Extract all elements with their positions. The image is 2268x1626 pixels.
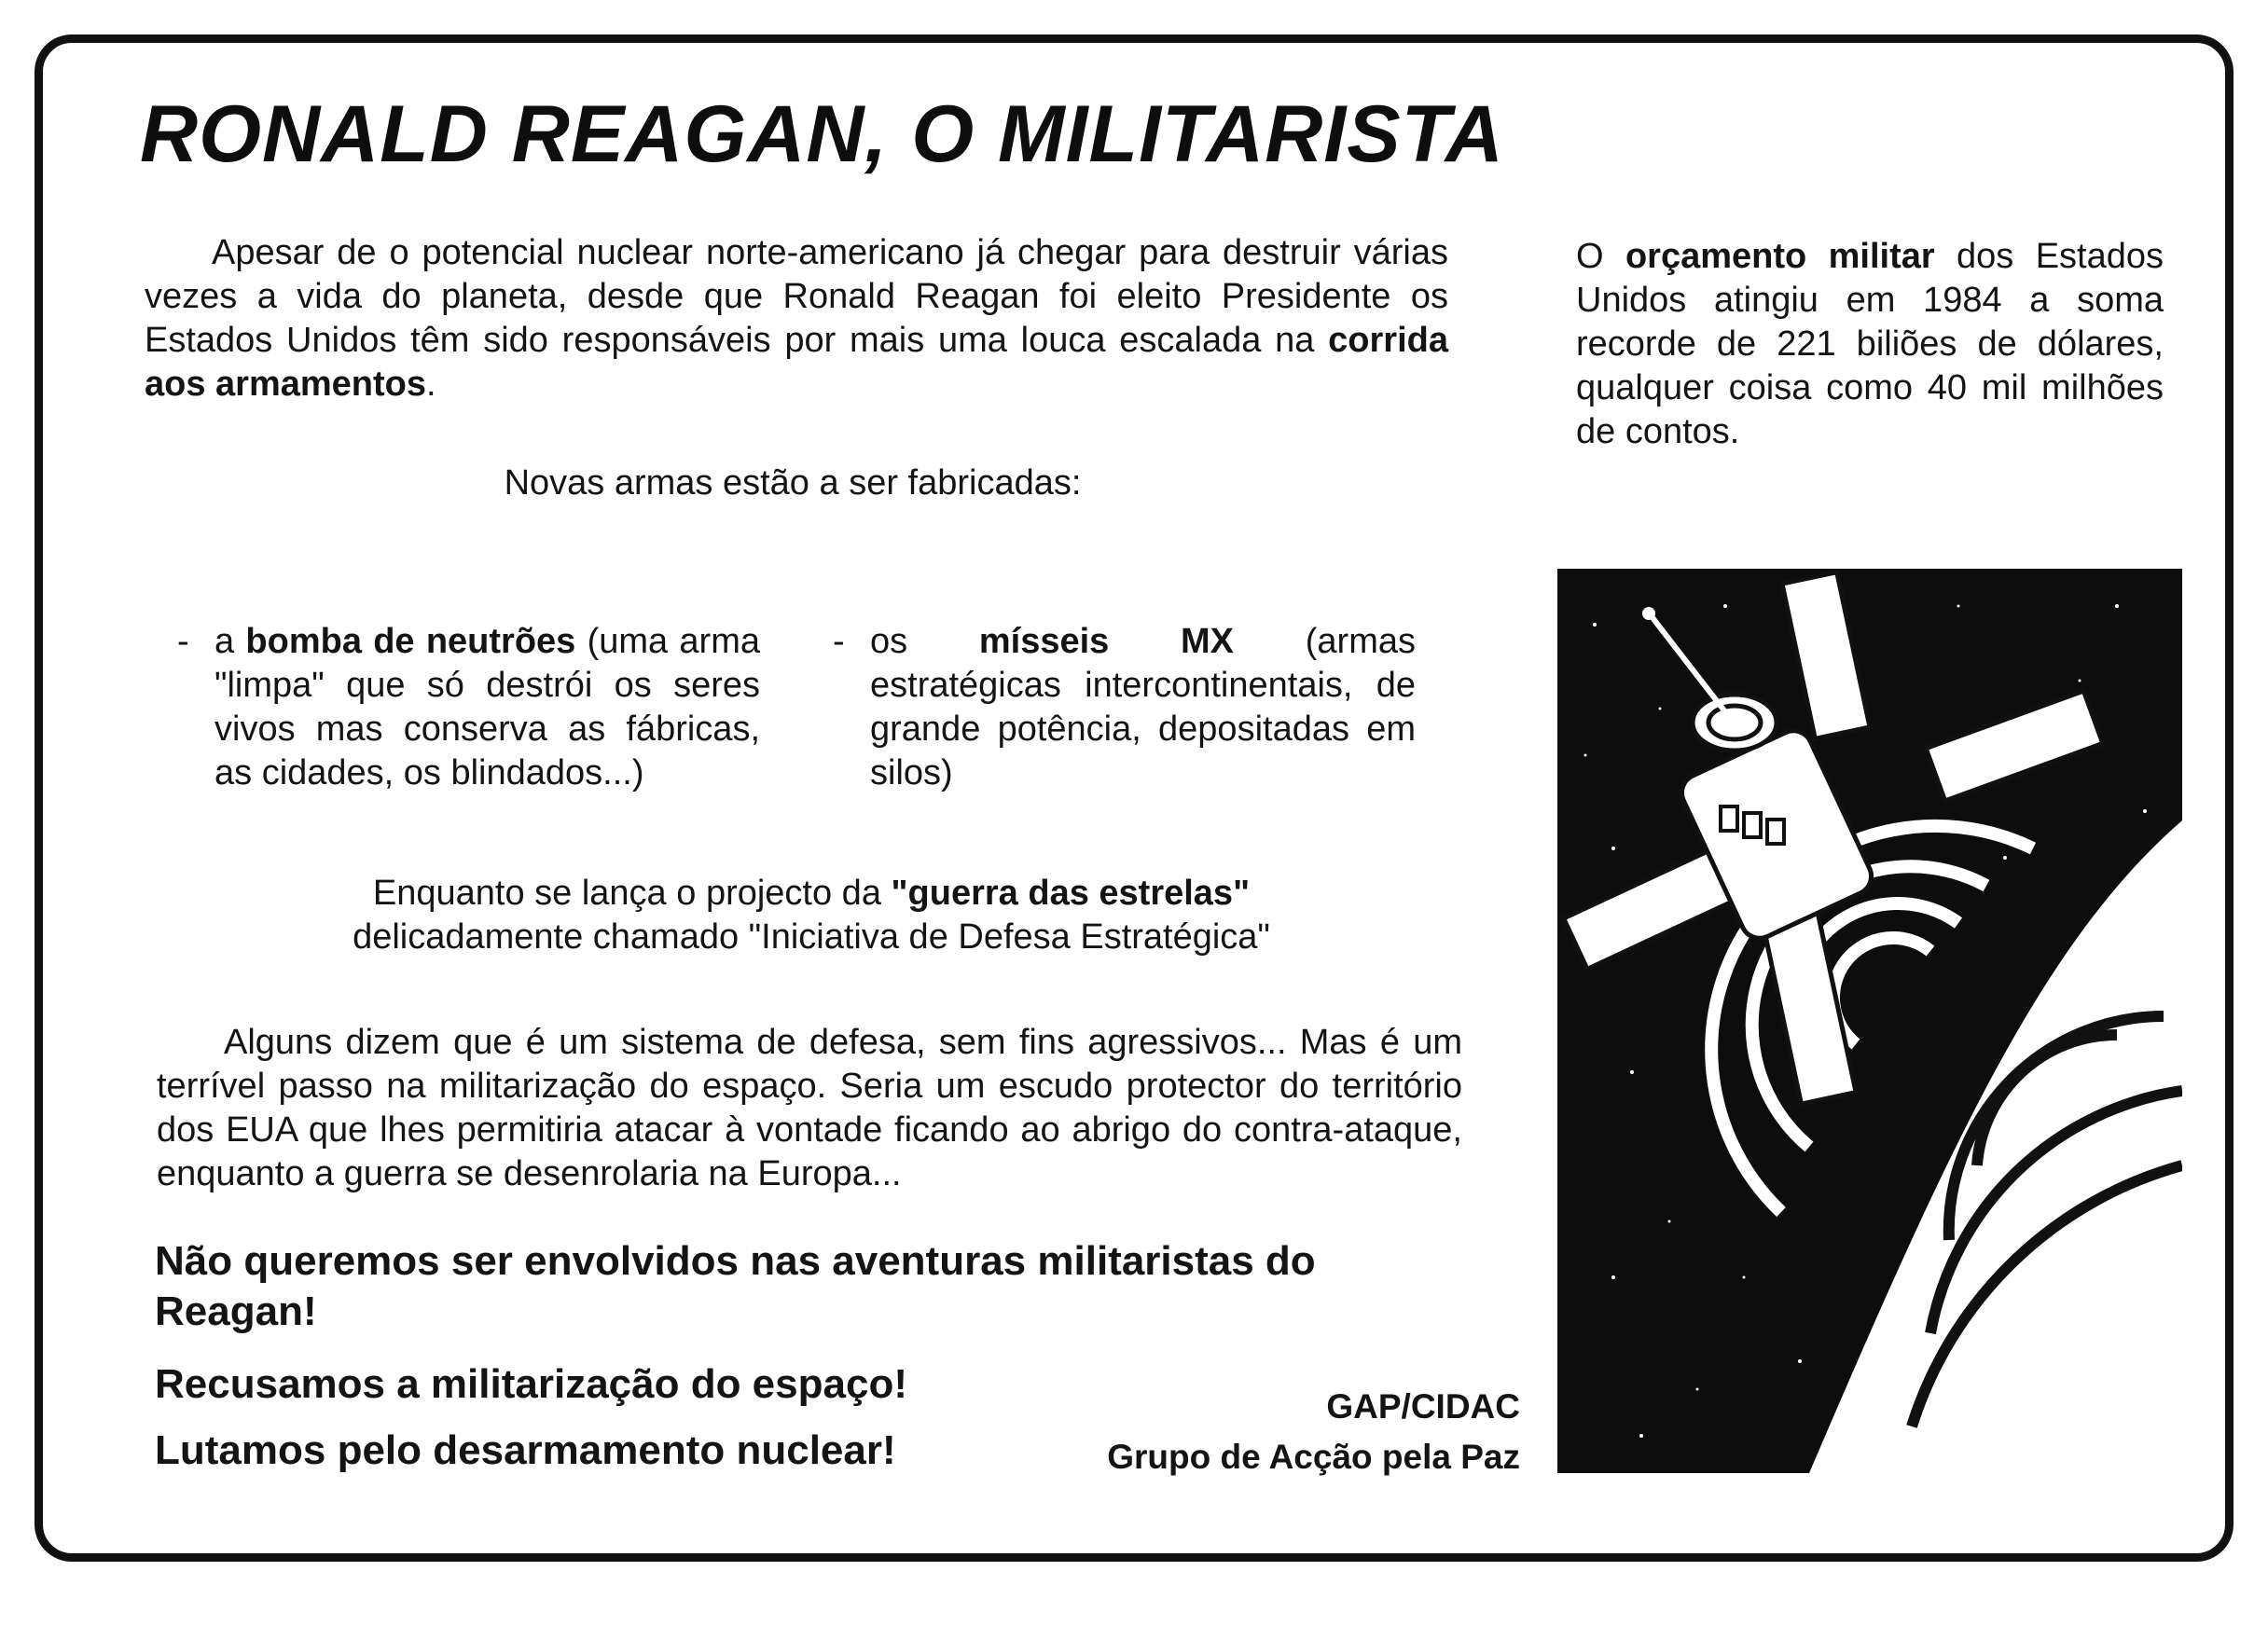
intro-text: Apesar de o potencial nuclear norte-americano já chegar para destruir várias vezes a vida do planeta, desde que Ronald Reagan foi eleito Presidente os Estados Unidos têm sido responsáveis por mais uma louca escalada na bbox=[145, 233, 1448, 360]
bullet-prefix: os bbox=[870, 622, 979, 661]
bullet-mx-missiles bbox=[833, 620, 1416, 795]
star-wars-line-1 bbox=[233, 872, 1390, 916]
signature bbox=[1044, 1382, 1520, 1482]
intro-emphasis: corrida aos armamentos bbox=[145, 321, 1448, 404]
bullet-detail: (uma arma "limpa" que só destrói os seres vivos mas conserva as fábricas, as cidades, os blindados...) bbox=[214, 622, 760, 792]
star-wars-paragraph bbox=[233, 872, 1390, 959]
page-title: RONALD REAGAN, O MILITARISTA bbox=[140, 90, 1504, 179]
defense-paragraph: Alguns dizem que é um sistema de defesa, sem fins agressivos... Mas é um terrível passo na militarização do espaço. Seria um escudo protector do território dos EUA que lhes permitiria atacar à vontade ficando ao abrigo do contra-ataque, enquanto a guerra se desenrolaria na Europa... bbox=[157, 1023, 1462, 1193]
budget-text: dos Estados Unidos atingiu em 1984 a soma recorde de 221 biliões de dólares, qualquer coisa como 40 mil milhões de contos. bbox=[1576, 237, 2164, 451]
bullet-dash: - bbox=[177, 622, 189, 661]
bullet-neutron-bomb bbox=[177, 620, 760, 795]
signature-name: Grupo de Acção pela Paz bbox=[1107, 1438, 1520, 1476]
star-wars-text: Enquanto se lança o projecto da bbox=[372, 874, 892, 913]
bullet-emphasis: bomba de neutrões bbox=[245, 622, 576, 661]
slogan-3: Lutamos pelo desarmamento nuclear! bbox=[155, 1427, 896, 1473]
bullet-text bbox=[214, 620, 760, 795]
budget-emphasis: orçamento militar bbox=[1625, 237, 1935, 276]
satellite-icon bbox=[1557, 569, 2182, 1473]
slogan-1: Não queremos ser envolvidos nas aventuras militaristas do Reagan! bbox=[155, 1238, 1316, 1334]
intro-end: . bbox=[426, 365, 436, 404]
star-wars-line-2: delicadamente chamado "Iniciativa de Defesa Estratégica" bbox=[353, 917, 1270, 957]
budget-paragraph bbox=[1576, 235, 2164, 454]
bullet-prefix: a bbox=[214, 622, 246, 661]
budget-prefix: O bbox=[1576, 237, 1625, 276]
bullet-dash: - bbox=[833, 622, 845, 661]
star-wars-emphasis: "guerra das estrelas" bbox=[891, 874, 1251, 913]
slogan-2: Recusamos a militarização do espaço! bbox=[155, 1361, 907, 1407]
bullet-text bbox=[870, 620, 1416, 795]
satellite-illustration bbox=[1557, 569, 2182, 1473]
signature-org: GAP/CIDAC bbox=[1326, 1387, 1520, 1426]
bullet-emphasis: mísseis MX bbox=[978, 622, 1235, 661]
intro-paragraph bbox=[145, 231, 1448, 406]
new-weapons-heading: Novas armas estão a ser fabricadas: bbox=[504, 463, 1082, 503]
bullet-detail: (armas estratégicas intercontinentais, de grande potência, depositadas em silos) bbox=[870, 622, 1416, 792]
